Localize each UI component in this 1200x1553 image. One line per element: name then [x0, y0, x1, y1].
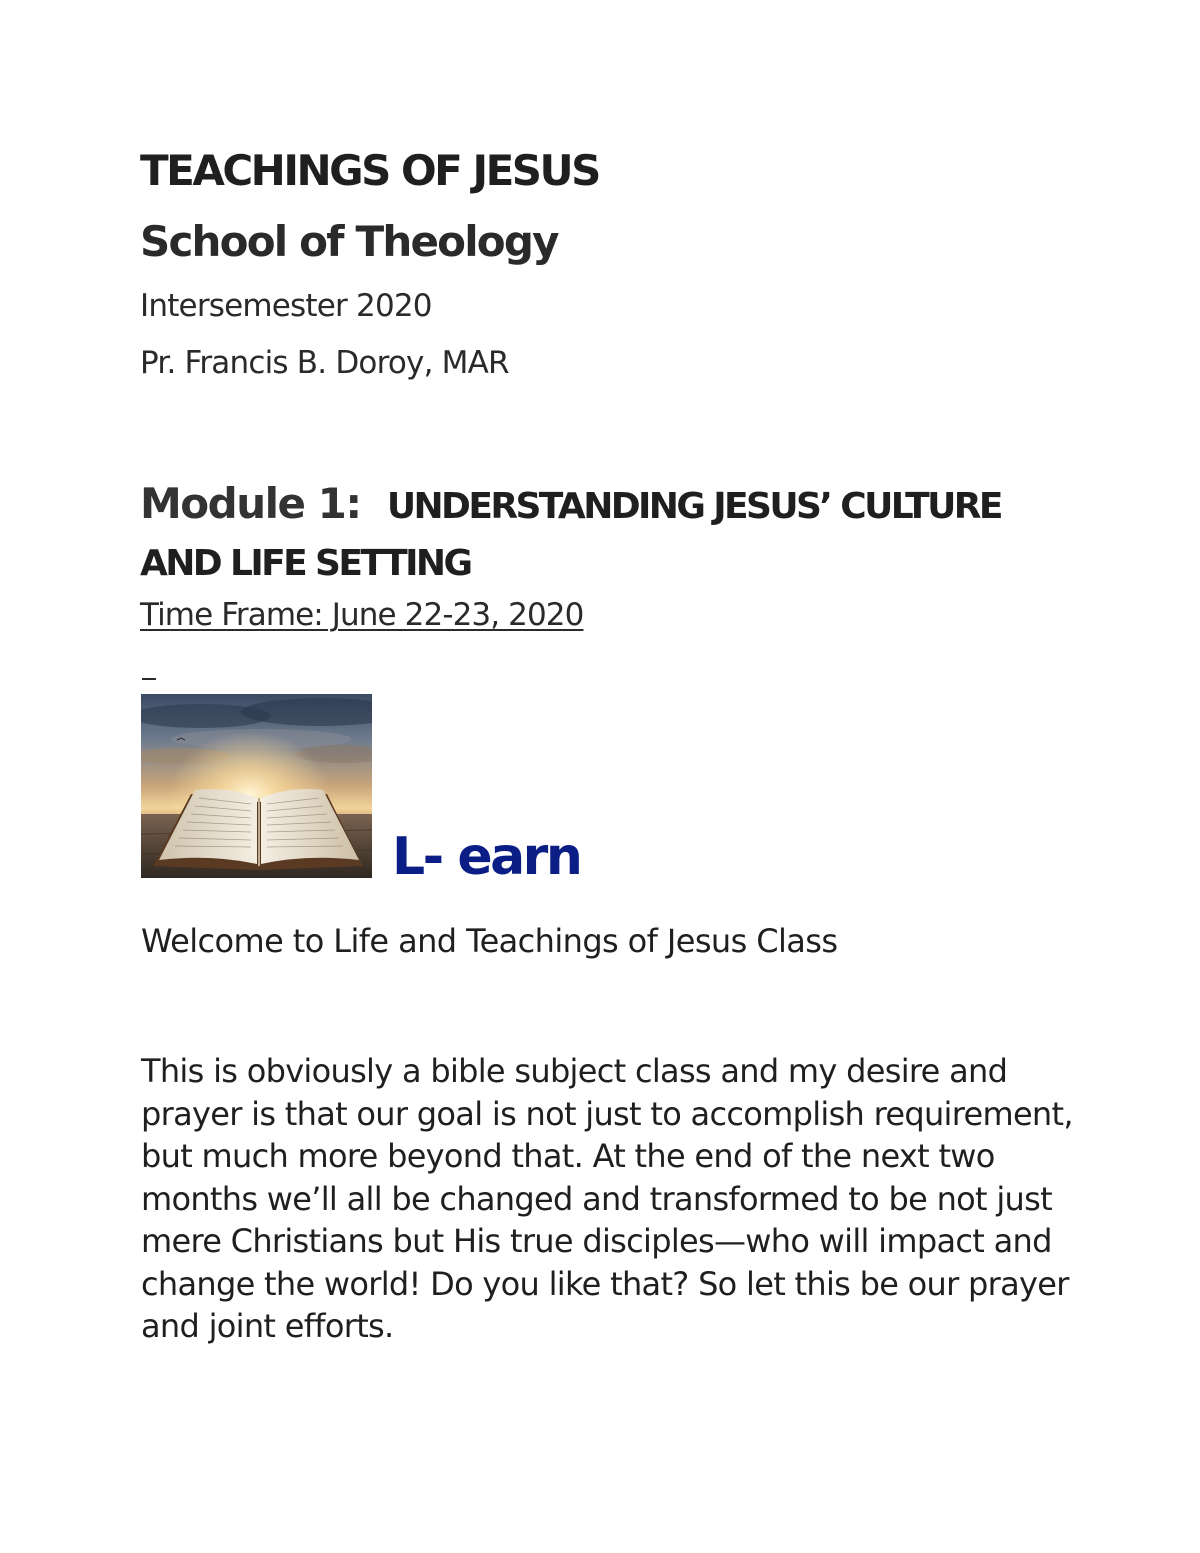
- module-heading: [140, 477, 1040, 594]
- time-frame: Time Frame: June 22-23, 2020: [140, 597, 584, 633]
- course-title: TEACHINGS OF JESUS: [140, 146, 599, 195]
- intro-paragraph: This is obviously a bible subject class and my desire and prayer is that our goal is not just to accomplish requirement, but much more beyond that. At the end of the next two months we’ll all be changed and transformed to be not just mere Christians but His true disciples—who will impact and change the world! Do you like that? So let this be our prayer and joint efforts.: [141, 1052, 1073, 1345]
- term: Intersemester 2020: [140, 288, 432, 324]
- learn-label: L- earn: [392, 827, 581, 887]
- open-bible-sunset-image: [141, 694, 372, 878]
- welcome-text: Welcome to Life and Teachings of Jesus Class: [141, 922, 838, 960]
- dash-mark: [142, 678, 156, 680]
- instructor-name: Pr. Francis B. Doroy, MAR: [140, 345, 509, 381]
- school-name: School of Theology: [140, 217, 558, 266]
- module-title: UNDERSTANDING JESUS’ CULTURE AND LIFE SETTING: [140, 486, 1001, 584]
- module-label: Module 1:: [140, 479, 387, 528]
